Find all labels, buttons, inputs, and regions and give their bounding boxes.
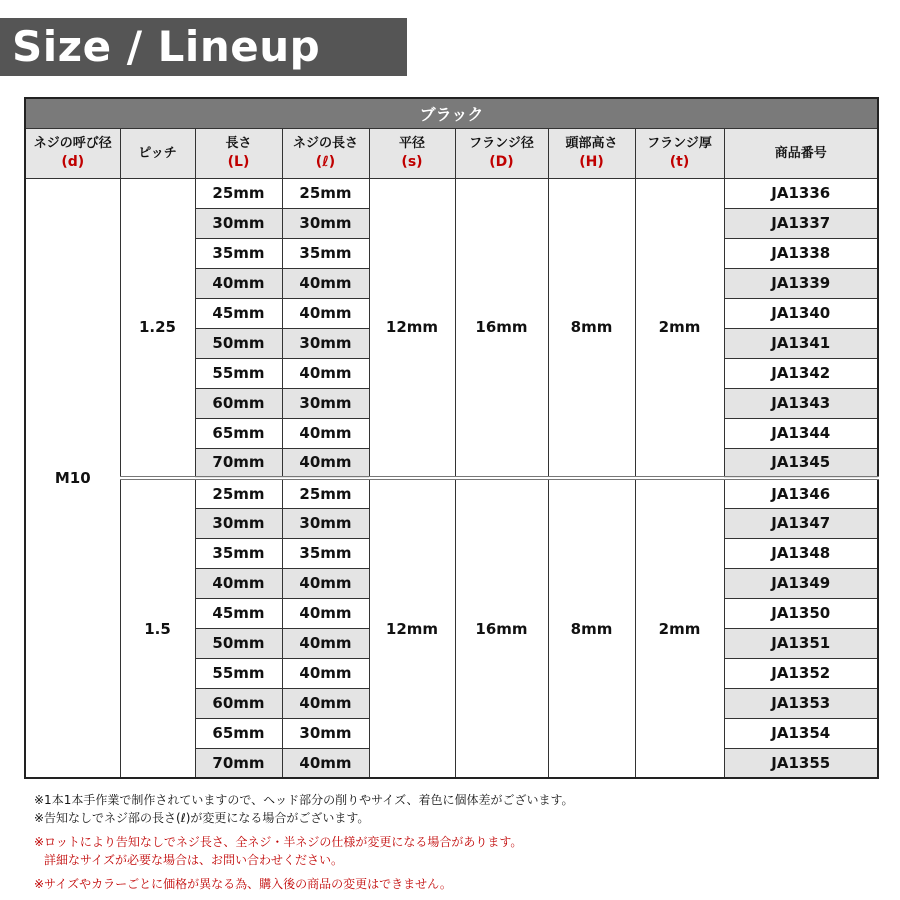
- thread-length-cell: 30mm: [282, 208, 369, 238]
- note-5: ※サイズやカラーごとに価格が異なる為、購入後の商品の変更はできません。: [34, 877, 452, 891]
- column-header-symbol: (L): [227, 154, 250, 170]
- thread-length-cell: 25mm: [282, 178, 369, 208]
- product-code-cell: JA1342: [724, 358, 878, 388]
- column-header-0: [25, 128, 120, 178]
- product-code-cell: JA1341: [724, 328, 878, 358]
- length-cell: 50mm: [195, 328, 282, 358]
- thread-length-cell: 35mm: [282, 538, 369, 568]
- size-lineup-table: [24, 97, 879, 779]
- thread-length-cell: 40mm: [282, 598, 369, 628]
- thread-length-cell: 25mm: [282, 478, 369, 508]
- product-code-cell: JA1336: [724, 178, 878, 208]
- thread-length-cell: 40mm: [282, 568, 369, 598]
- column-header-symbol: (t): [669, 154, 690, 170]
- product-code-cell: JA1349: [724, 568, 878, 598]
- thread-length-cell: 40mm: [282, 298, 369, 328]
- product-code-cell: JA1346: [724, 478, 878, 508]
- spec-cell-s: 12mm: [369, 478, 455, 778]
- column-header-symbol: (H): [579, 154, 604, 170]
- length-cell: 55mm: [195, 658, 282, 688]
- column-header-label: ネジの長さ: [292, 136, 358, 151]
- page-title: Size / Lineup: [12, 22, 321, 71]
- column-header-label: フランジ径: [469, 136, 534, 151]
- table-row: [25, 478, 878, 508]
- column-header-symbol: (ℓ): [315, 154, 336, 170]
- column-header-symbol: (s): [401, 154, 423, 170]
- pitch-cell: 1.5: [120, 478, 195, 778]
- thread-length-cell: 40mm: [282, 688, 369, 718]
- product-code-cell: JA1347: [724, 508, 878, 538]
- thread-length-cell: 30mm: [282, 508, 369, 538]
- product-code-cell: JA1345: [724, 448, 878, 478]
- product-code-cell: JA1351: [724, 628, 878, 658]
- product-code-cell: JA1350: [724, 598, 878, 628]
- note-2: ※告知なしでネジ部の長さ(ℓ)が変更になる場合がございます。: [34, 810, 370, 825]
- page-title-banner: [0, 18, 407, 76]
- thread-length-cell: 30mm: [282, 388, 369, 418]
- column-header-2: [195, 128, 282, 178]
- length-cell: 30mm: [195, 508, 282, 538]
- column-header-1: [120, 128, 195, 178]
- color-label: ブラック: [25, 98, 878, 128]
- diameter-cell: M10: [25, 178, 120, 778]
- product-code-cell: JA1344: [724, 418, 878, 448]
- thread-length-cell: 40mm: [282, 358, 369, 388]
- note-4: 詳細なサイズが必要な場合は、お問い合わせください。: [44, 852, 344, 867]
- length-cell: 25mm: [195, 178, 282, 208]
- column-header-label: 頭部高さ: [565, 136, 618, 151]
- thread-length-cell: 35mm: [282, 238, 369, 268]
- product-code-cell: JA1354: [724, 718, 878, 748]
- column-header-3: [282, 128, 369, 178]
- notes: [34, 792, 874, 894]
- note-3: ※ロットにより告知なしでネジ長さ、全ネジ・半ネジの仕様が変更になる場合があります。: [34, 835, 523, 849]
- column-header-4: [369, 128, 455, 178]
- thread-length-cell: 40mm: [282, 418, 369, 448]
- spec-cell-d: 16mm: [455, 178, 548, 478]
- length-cell: 25mm: [195, 478, 282, 508]
- thread-length-cell: 40mm: [282, 658, 369, 688]
- length-cell: 50mm: [195, 628, 282, 658]
- length-cell: 45mm: [195, 298, 282, 328]
- length-cell: 40mm: [195, 268, 282, 298]
- length-cell: 60mm: [195, 388, 282, 418]
- product-code-cell: JA1352: [724, 658, 878, 688]
- product-code-cell: JA1340: [724, 298, 878, 328]
- column-header-symbol: (D): [489, 154, 514, 170]
- column-header-8: [724, 128, 878, 178]
- length-cell: 35mm: [195, 538, 282, 568]
- spec-cell-h: 8mm: [548, 178, 635, 478]
- length-cell: 60mm: [195, 688, 282, 718]
- spec-cell-t: 2mm: [635, 478, 724, 778]
- product-code-cell: JA1337: [724, 208, 878, 238]
- column-header-label: 長さ: [225, 136, 252, 151]
- length-cell: 55mm: [195, 358, 282, 388]
- length-cell: 65mm: [195, 718, 282, 748]
- thread-length-cell: 30mm: [282, 328, 369, 358]
- spec-cell-h: 8mm: [548, 478, 635, 778]
- table-row: [25, 178, 878, 208]
- length-cell: 30mm: [195, 208, 282, 238]
- thread-length-cell: 40mm: [282, 748, 369, 778]
- note-1: ※1本1本手作業で制作されていますので、ヘッド部分の削りやサイズ、着色に個体差がございます。: [34, 793, 574, 807]
- length-cell: 70mm: [195, 748, 282, 778]
- length-cell: 35mm: [195, 238, 282, 268]
- product-code-cell: JA1338: [724, 238, 878, 268]
- length-cell: 45mm: [195, 598, 282, 628]
- column-header-6: [548, 128, 635, 178]
- product-code-cell: JA1343: [724, 388, 878, 418]
- column-header-label: 平径: [398, 136, 425, 151]
- thread-length-cell: 40mm: [282, 268, 369, 298]
- column-header-5: [455, 128, 548, 178]
- column-header-7: [635, 128, 724, 178]
- product-code-cell: JA1353: [724, 688, 878, 718]
- product-code-cell: JA1339: [724, 268, 878, 298]
- length-cell: 65mm: [195, 418, 282, 448]
- product-code-cell: JA1355: [724, 748, 878, 778]
- column-header-label: 商品番号: [774, 145, 827, 161]
- pitch-cell: 1.25: [120, 178, 195, 478]
- length-cell: 70mm: [195, 448, 282, 478]
- spec-cell-t: 2mm: [635, 178, 724, 478]
- thread-length-cell: 30mm: [282, 718, 369, 748]
- column-header-label: フランジ厚: [647, 136, 712, 151]
- product-code-cell: JA1348: [724, 538, 878, 568]
- thread-length-cell: 40mm: [282, 628, 369, 658]
- spec-cell-s: 12mm: [369, 178, 455, 478]
- spec-cell-d: 16mm: [455, 478, 548, 778]
- column-header-label: ネジの呼び径: [33, 136, 112, 151]
- thread-length-cell: 40mm: [282, 448, 369, 478]
- column-header-label: ピッチ: [138, 145, 177, 161]
- column-header-symbol: (d): [61, 154, 85, 170]
- length-cell: 40mm: [195, 568, 282, 598]
